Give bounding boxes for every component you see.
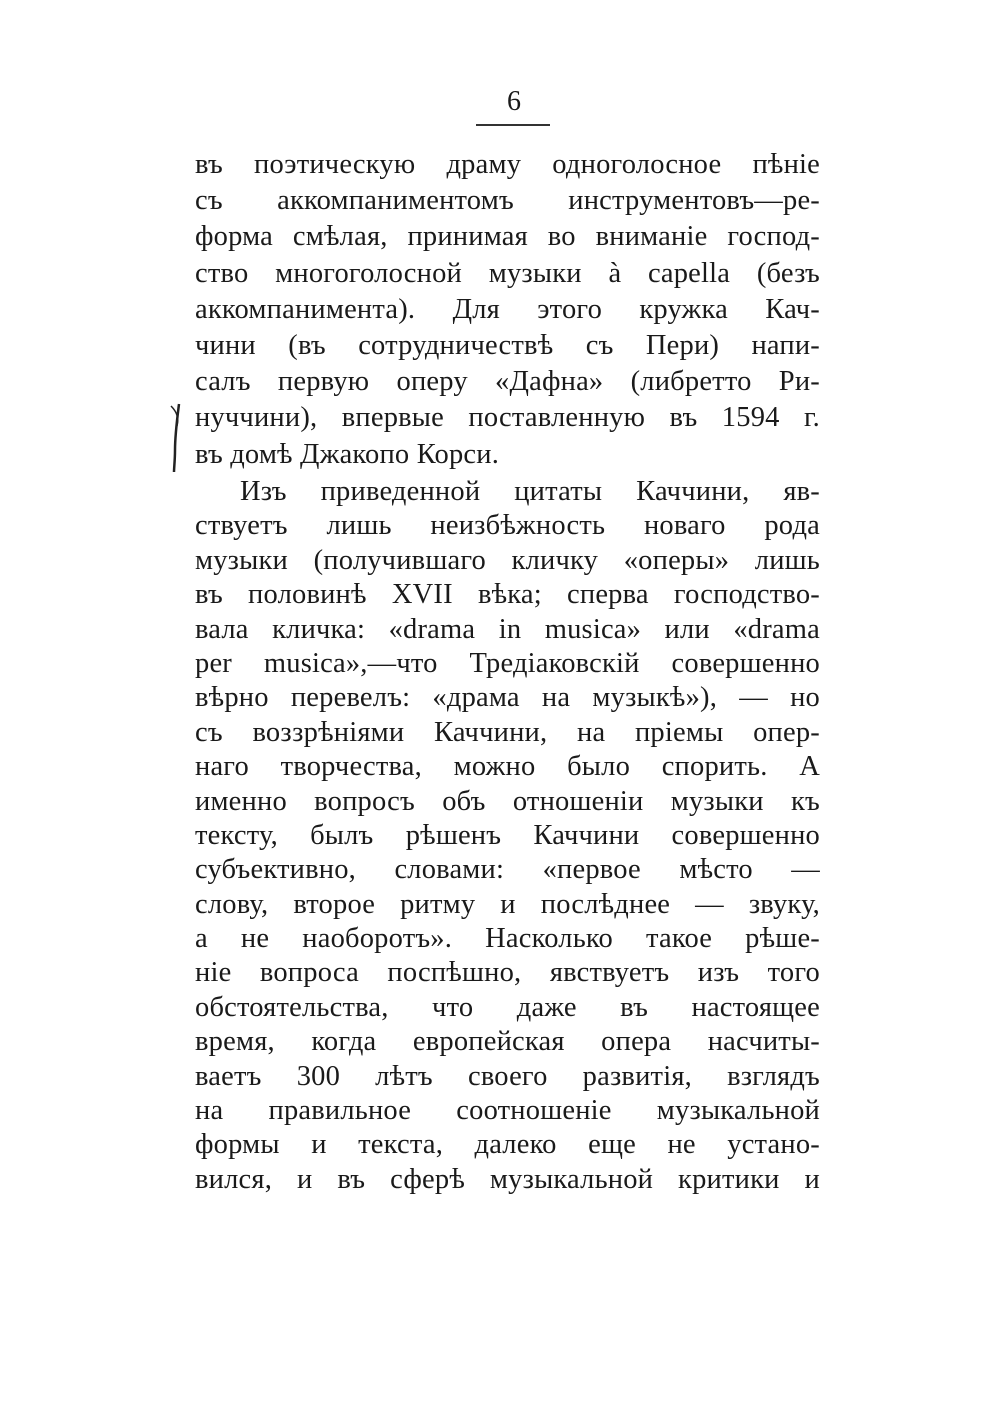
text-line: именно вопросъ объ отношеніи музыки къ	[195, 785, 820, 817]
text-line: въ поэтическую драму одноголосное пѣніе	[195, 149, 820, 180]
text-line: наго творчества, можно было спорить. А	[195, 751, 820, 783]
text-line: вился, и въ сферѣ музыкальной критики и	[195, 1163, 820, 1195]
text-line: салъ первую оперу «Дафна» (либретто Ри-	[195, 366, 820, 398]
text-line: слову, второе ритму и послѣднее — звуку,	[195, 888, 820, 920]
text-line: на правильное соотношеніе музыкальной	[195, 1095, 820, 1127]
text-line: въ домѣ Джакопо Корси.	[195, 438, 500, 470]
paragraph-2	[195, 475, 820, 1197]
text-line: время, когда европейская опера насчиты-	[195, 1026, 820, 1058]
text-line: музыки (получившаго кличку «оперы» лишь	[195, 544, 820, 576]
text-line: съ воззрѣніями Каччини, на пріемы опер-	[195, 716, 820, 748]
text-line: съ аккомпаниментомъ инструментовъ—ре-	[195, 185, 820, 217]
text-line: чини (въ сотрудничествѣ съ Пери) напи-	[195, 329, 820, 361]
text-line: вала кличка: «drama in musica» или «drama	[195, 613, 820, 645]
margin-pencil-mark-icon	[165, 400, 189, 475]
text-line: аккомпанимента). Для этого кружка Кач-	[195, 293, 820, 325]
text-line: нуччини), впервые поставленную въ 1594 г.	[195, 402, 820, 434]
text-line: вѣрно перевелъ: «драма на музыкѣ»), — но	[195, 682, 820, 714]
text-line: а не наоборотъ». Насколько такое рѣше-	[195, 923, 820, 955]
paragraph-1	[195, 147, 820, 473]
page-number: 6	[507, 86, 521, 117]
text-line: обстоятельства, что даже въ настоящее	[195, 991, 820, 1023]
header-rule	[476, 124, 550, 126]
text-line: ство многоголосной музыки à capella (безъ	[195, 257, 820, 289]
text-line: тексту, былъ рѣшенъ Каччини совершенно	[195, 819, 820, 851]
text-line: форма смѣлая, принимая во вниманіе господ-	[195, 221, 820, 253]
text-line: формы и текста, далеко еще не устано-	[195, 1129, 820, 1161]
text-line: субъективно, словами: «первое мѣсто —	[195, 854, 820, 886]
text-line: Изъ приведенной цитаты Каччини, яв-	[240, 476, 820, 507]
text-line: ваетъ 300 лѣтъ своего развитія, взглядъ	[195, 1060, 820, 1092]
text-line: въ половинѣ XVII вѣка; сперва господство-	[195, 579, 820, 611]
text-line: ствуетъ лишь неизбѣжность новаго рода	[195, 510, 820, 542]
text-line: ніе вопроса поспѣшно, явствуетъ изъ того	[195, 957, 820, 989]
text-line: per musica»,—что Тредіаковскій совершенно	[195, 647, 820, 679]
